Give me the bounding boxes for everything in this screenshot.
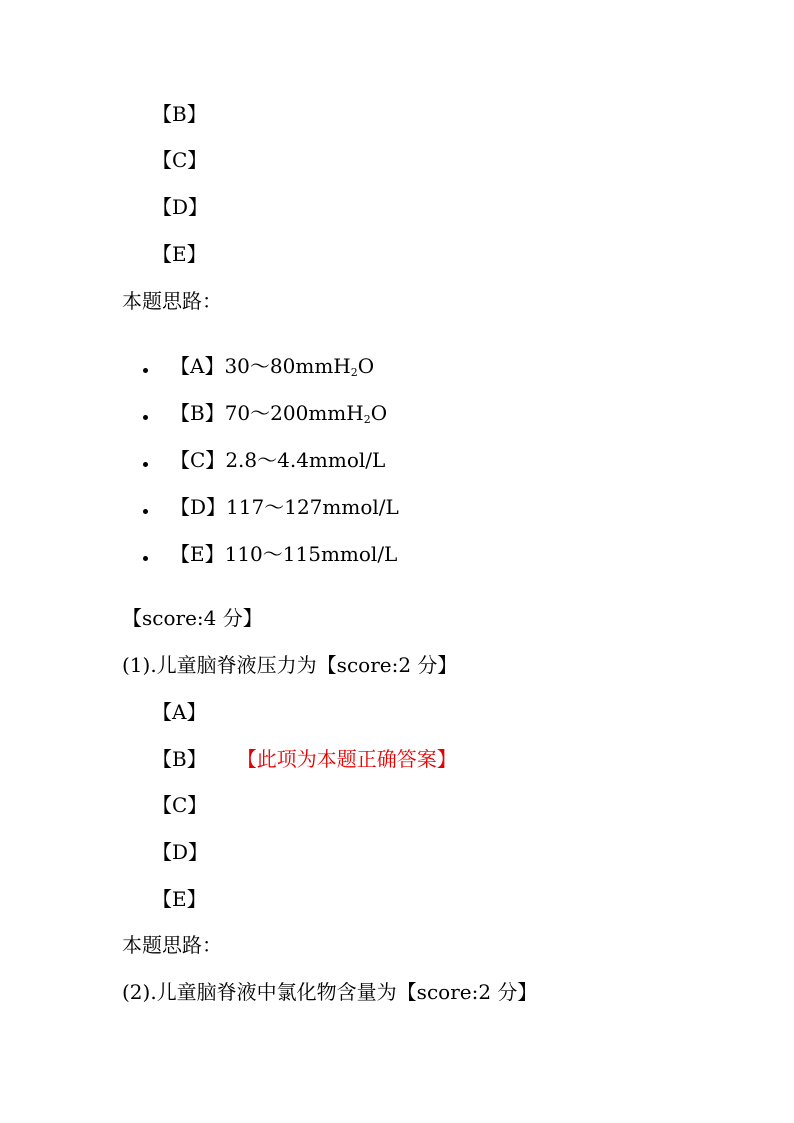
question-1: (1).儿童脑脊液压力为【score:2 分】 <box>122 653 458 677</box>
option-c: 【C】 <box>152 148 208 172</box>
explanation-label: 本题思路： <box>122 289 222 313</box>
option-e: 【E】 <box>152 242 207 266</box>
bullet-dot <box>143 368 148 373</box>
bullet-dot <box>143 415 148 420</box>
bullet-item-d: 【D】117～127mmol/L <box>170 495 399 519</box>
explanation-label-2: 本题思路： <box>122 933 222 957</box>
correct-answer-note: 【此项为本题正确答案】 <box>246 747 457 771</box>
bullet-dot <box>143 556 148 561</box>
bullet-dot <box>143 462 148 467</box>
bullet-item-a: 【A】30～80mmH$_2$O <box>170 354 375 379</box>
option-d: 【D】 <box>152 195 209 219</box>
q1-option-b: 【B】 【此项为本题正确答案】 <box>152 747 457 771</box>
question-2: (2).儿童脑脊液中氯化物含量为【score:2 分】 <box>122 980 538 1004</box>
bullet-item-c: 【C】2.8～4.4mmol/L <box>170 448 386 472</box>
bullet-item-b: 【B】70～200mmH$_2$O <box>170 401 388 426</box>
bullet-item-e: 【E】110～115mmol/L <box>170 542 398 566</box>
q1-option-c: 【C】 <box>152 793 208 817</box>
q1-option-e: 【E】 <box>152 887 207 911</box>
bullet-dot <box>143 509 148 514</box>
option-b: 【B】 <box>152 102 207 126</box>
q1-option-a: 【A】 <box>152 700 207 724</box>
q1-option-d: 【D】 <box>152 840 209 864</box>
group-score: 【score:4 分】 <box>122 606 263 630</box>
